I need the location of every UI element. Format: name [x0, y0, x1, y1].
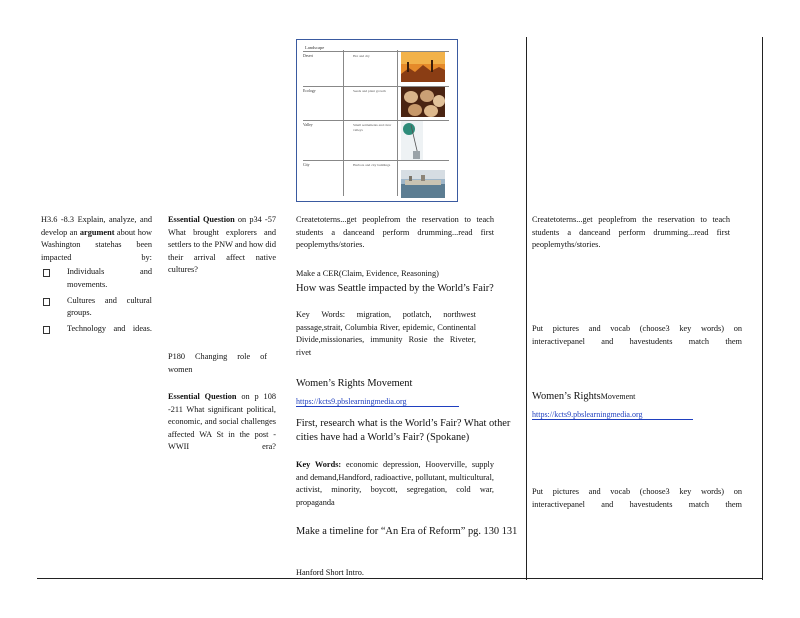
essential-question-2: Essential Question on p 108 -211 What significant political, economic, and social challenges affected WA St in the post -WWII era? — [168, 392, 276, 452]
womens-rights-heading: Women’s Rights Movement — [296, 378, 413, 389]
timeline-prompt: Make a timeline for “An Era of Reform” pg. 130 131 — [296, 526, 518, 537]
impact-list — [41, 266, 152, 335]
thumb-header: Landscape — [305, 45, 325, 50]
pbs-link[interactable]: https://kcts9.pbslearningmedia.org — [296, 391, 459, 409]
hanford-intro: Hanford Short Intro. — [296, 568, 364, 577]
list-item: Technology and ideas. — [41, 323, 152, 336]
cer-prompt: Make a CER(Claim, Evidence, Reasoning) — [296, 269, 439, 278]
list-item: Individuals and movements. — [41, 266, 152, 291]
standard-text: H3.6 -8.3 Explain, analyze, and develop an argument about how Washington statehas been impacted by: — [41, 215, 153, 262]
embedded-landscape-table-image — [296, 39, 458, 202]
thumb-row-note: Seeds and plant growth — [353, 89, 386, 93]
pictures-vocab-2: Put pictures and vocab (choose3 key words) on interactivepanel and havestudents match them — [532, 487, 742, 509]
bullet-box-icon — [43, 269, 50, 277]
thumb-row-label: Desert — [303, 54, 313, 58]
pictures-vocab-1: Put pictures and vocab (choose3 key words) on interactivepanel and havestudents match them — [532, 324, 742, 346]
bullet-box-icon — [43, 326, 50, 334]
thumb-row-note: Harbors and city buildings — [353, 163, 391, 167]
argument-keyword: argument — [79, 227, 115, 237]
seattle-question: How was Seattle impacted by the World’s Fair? — [296, 283, 494, 294]
totem-activity-repeat: Createtoterns...get peoplefrom the reservation to teach students a danceand perform drumming...read first peoplemyths/stories. — [532, 215, 730, 250]
thumb-row-note: Small settlements and river valleys — [353, 123, 392, 132]
essential-question-1: Essential Question on p34 -57 What brought explorers and settlers to the PNW and how did their arrival affect native cultures? — [168, 215, 276, 275]
harbor-photo — [401, 170, 445, 198]
column-divider — [526, 37, 527, 580]
thumb-row-label: City — [303, 163, 310, 167]
womens-rights-heading-2: Women’s RightsMovement — [532, 391, 636, 402]
pbs-link-2[interactable]: https://kcts9.pbslearningmedia.org — [532, 404, 693, 422]
key-words-1: Key Words: migration, potlatch, northwest passage,strait, Columbia River, epidemic, Continental Divide,missionaries, immunity Rosie the Riveter, rivet — [296, 310, 476, 357]
research-prompt: First, research what is the World’s Fair? What other cities have had a World’s Fair? (Spokane) — [296, 418, 511, 443]
p180-note: P180 Changing role of women — [168, 352, 267, 374]
standard-cell — [41, 214, 152, 335]
bullet-box-icon — [43, 298, 50, 306]
list-item: Cultures and cultural groups. — [41, 295, 152, 320]
thumb-row-label: Valley — [303, 123, 313, 127]
thumb-row-label: Ecology — [303, 89, 316, 93]
table-right-border — [762, 37, 763, 580]
desert-photo — [401, 52, 445, 82]
totem-activity: Createtoterns...get peoplefrom the reservation to teach students a danceand perform drumming...read first peoplemyths/stories. — [296, 215, 494, 250]
seeds-photo — [401, 87, 445, 117]
valley-diagram — [401, 121, 423, 161]
key-words-2: Key Words: economic depression, Hooverville, supply and demand,Handford, radioactive, pollutant, multicultural, activist, minority, boycott, segregation, cold war, propaganda — [296, 460, 494, 507]
thumb-row-note: Hot and dry — [353, 54, 370, 58]
